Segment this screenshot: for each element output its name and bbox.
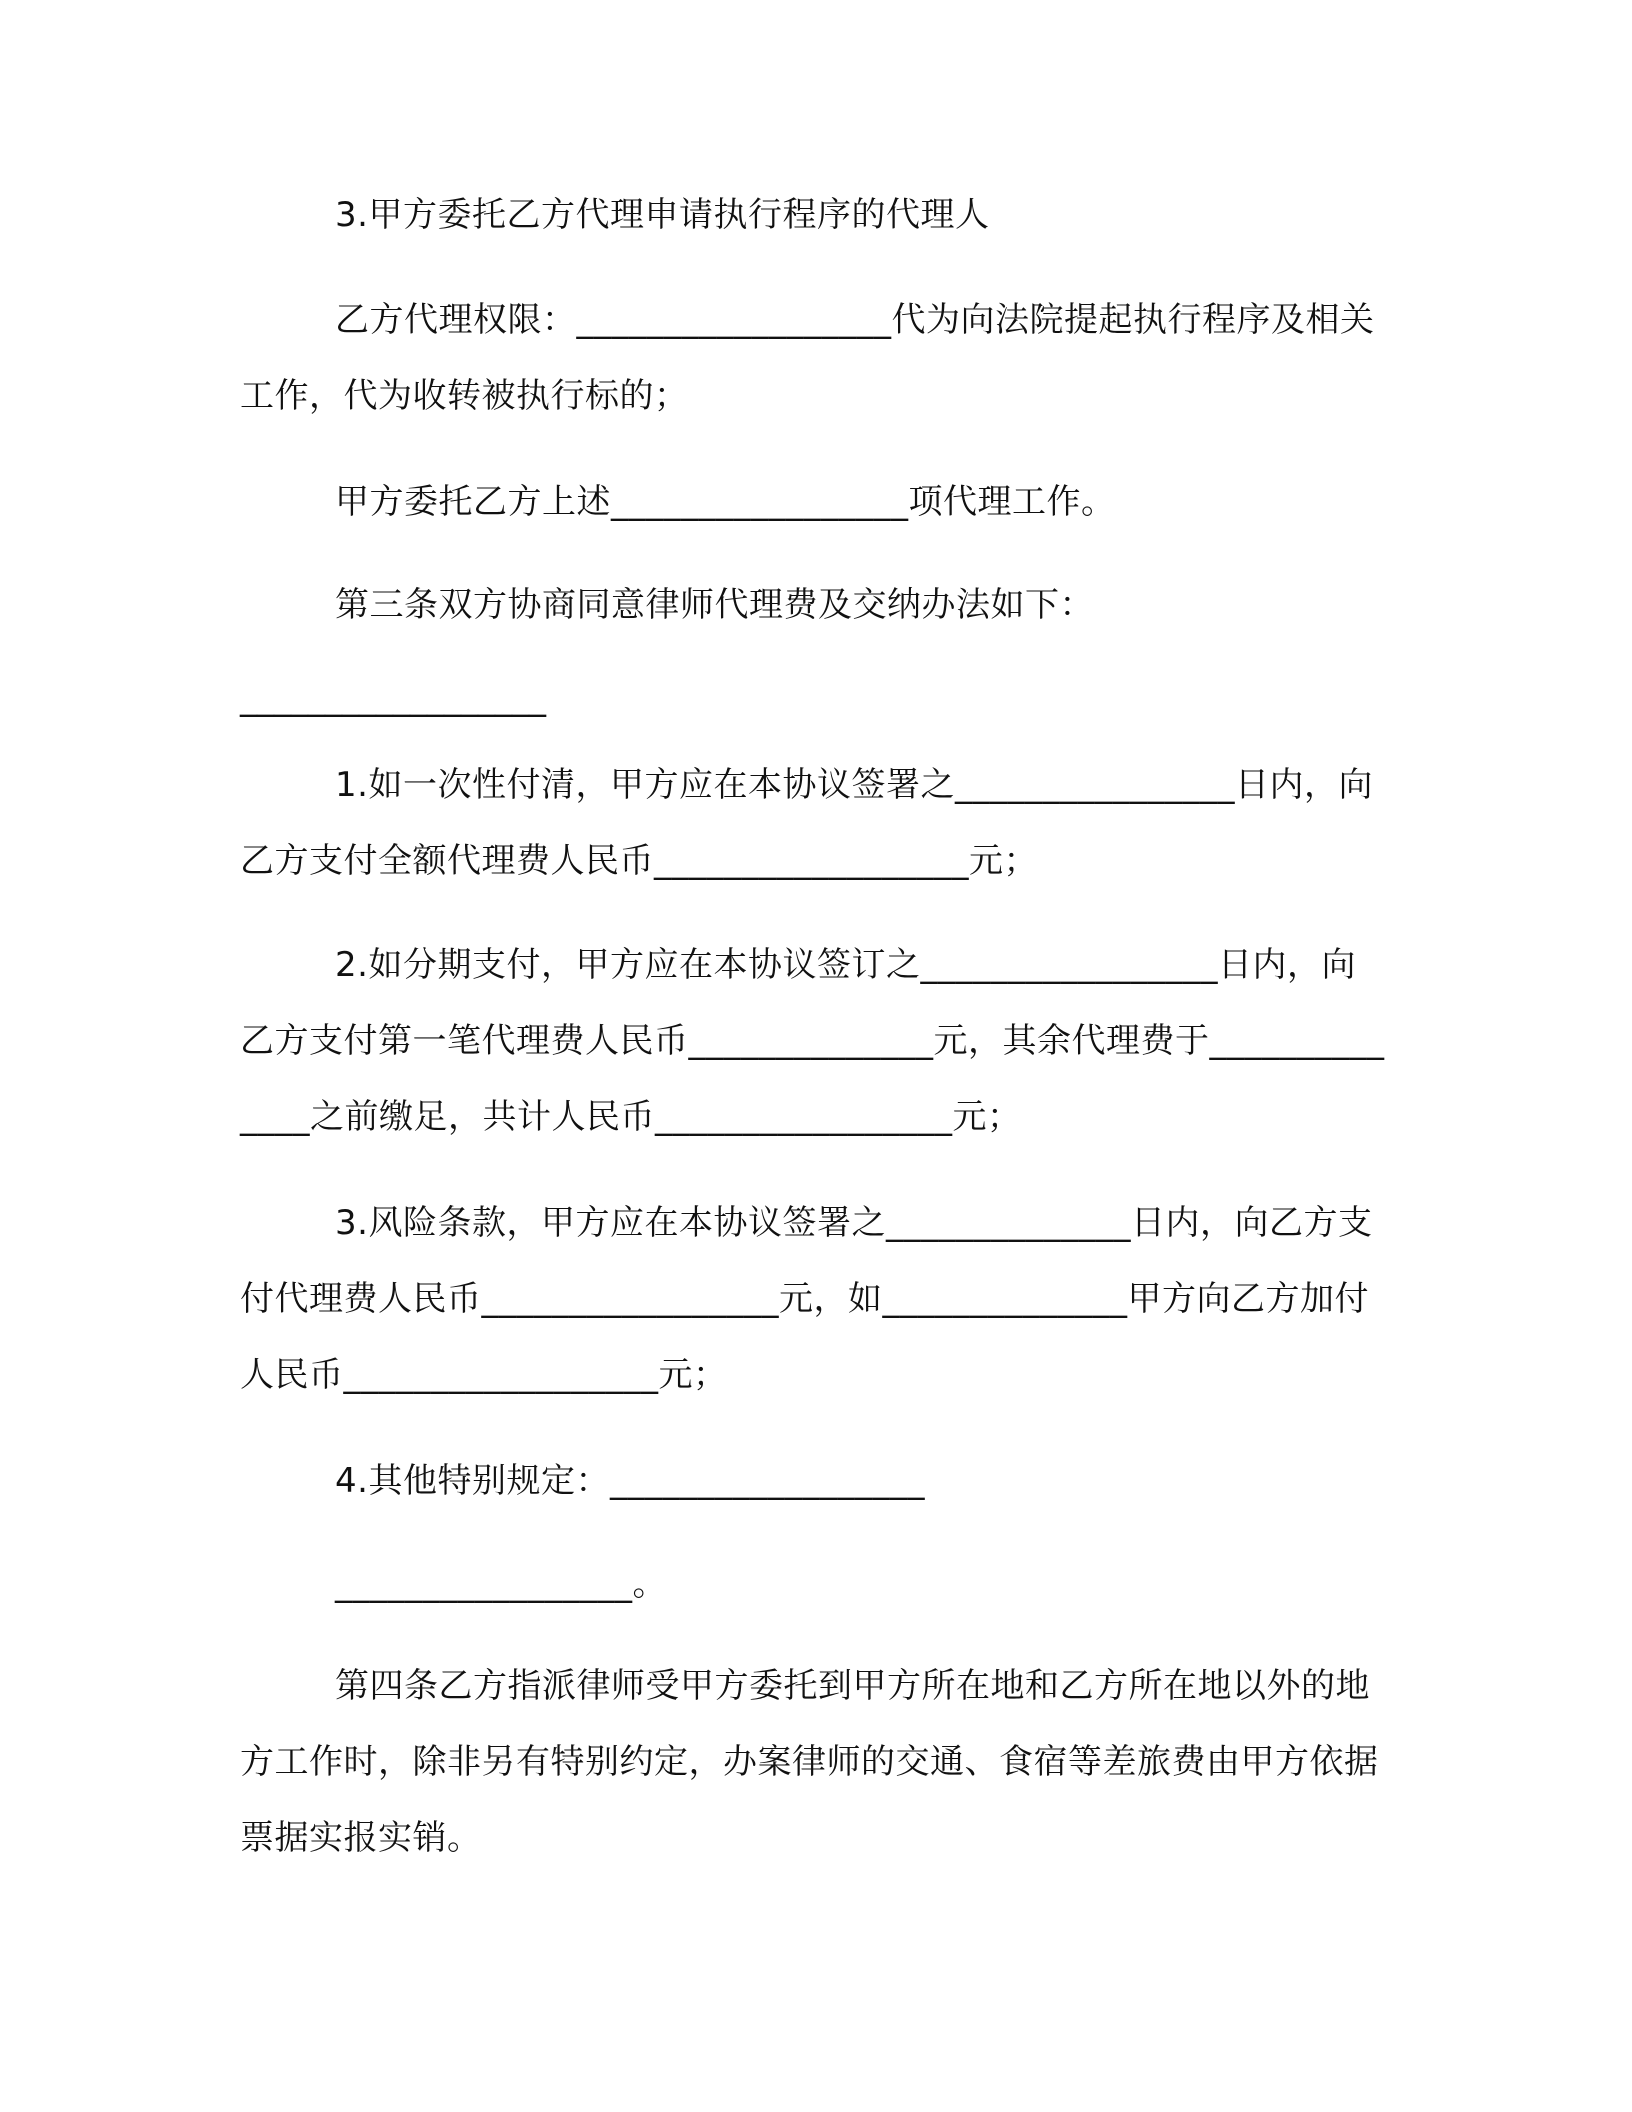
installment-payment-paragraph: 2.如分期支付，甲方应在本协议签订之_________________日内，向乙方支付第一笔代理费人民币______________元，其余代理费于______________之前缴足，共计人民币_________________元； bbox=[240, 945, 1385, 1137]
special-provisions-paragraph: 4.其他特别规定：__________________ bbox=[335, 1461, 925, 1501]
article-4-travel-expenses: 第四条乙方指派律师受甲方委托到甲方所在地和乙方所在地以外的地方工作时，除非另有特别约定，办案律师的交通、食宿等差旅费由甲方依据票据实报实销。 bbox=[240, 1666, 1379, 1858]
entrusted-items-paragraph: 甲方委托乙方上述_________________项代理工作。 bbox=[335, 482, 1116, 522]
risk-clause-paragraph: 3.风险条款，甲方应在本协议签署之______________日内，向乙方支付代理费人民币_________________元，如______________甲方向乙方加付人民币__________________元； bbox=[240, 1203, 1373, 1395]
clause-3-execution-agent: 3.甲方委托乙方代理申请执行程序的代理人 bbox=[335, 195, 990, 235]
special-provisions-continuation: _________________。 bbox=[335, 1564, 667, 1604]
lump-sum-payment-paragraph: 1.如一次性付清，甲方应在本协议签署之________________日内，向乙方支付全额代理费人民币__________________元； bbox=[240, 765, 1373, 881]
agent-authority-paragraph: 乙方代理权限：__________________代为向法院提起执行程序及相关工作，代为收转被执行标的； bbox=[240, 300, 1375, 416]
fee-blank-line: __________________ bbox=[240, 678, 546, 718]
article-3-heading: 第三条双方协商同意律师代理费及交纳办法如下： bbox=[335, 585, 1094, 625]
